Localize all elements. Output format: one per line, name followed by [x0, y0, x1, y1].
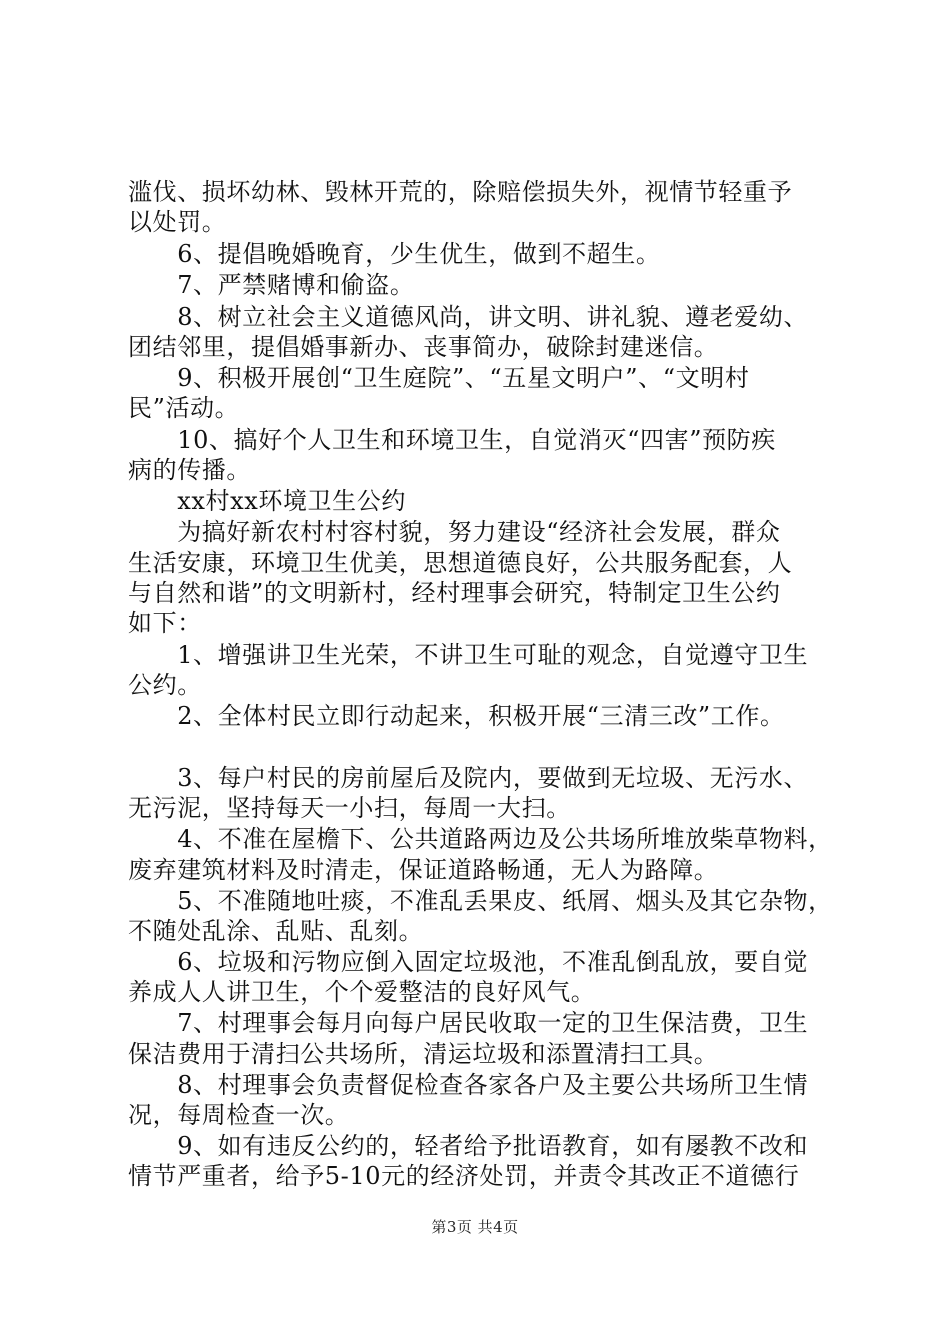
text-line: 6、垃圾和污物应倒入固定垃圾池，不准乱倒乱放，要自觉	[128, 948, 809, 976]
text-line: 5、不准随地吐痰，不准乱丢果皮、纸屑、烟头及其它杂物，	[128, 887, 833, 915]
text-line: 民”活动。	[128, 394, 240, 422]
text-line: 7、村理事会每月向每户居民收取一定的卫生保洁费，卫生	[128, 1009, 809, 1037]
text-line: 生活安康，环境卫生优美，思想道德良好，公共服务配套，人	[128, 549, 793, 577]
text-line: 6、提倡晚婚晚育，少生优生，做到不超生。	[128, 240, 661, 268]
text-line: 3、每户村民的房前屋后及院内，要做到无垃圾、无污水、	[128, 764, 809, 792]
text-line: 8、树立社会主义道德风尚，讲文明、讲礼貌、遵老爱幼、	[128, 303, 809, 331]
text-line: 况，每周检查一次。	[128, 1101, 350, 1129]
text-line: 1、增强讲卫生光荣，不讲卫生可耻的观念，自觉遵守卫生	[128, 641, 809, 669]
text-line: 与自然和谐”的文明新村，经村理事会研究，特制定卫生公约	[128, 579, 781, 607]
text-line: 2、全体村民立即行动起来，积极开展“三清三改”工作。	[128, 702, 785, 730]
text-line: 7、严禁赌博和偷盗。	[128, 271, 415, 299]
text-line: 以处罚。	[128, 208, 227, 236]
text-line: 养成人人讲卫生，个个爱整洁的良好风气。	[128, 978, 596, 1006]
text-line: 公约。	[128, 671, 202, 699]
page-footer: 第3页 共4页	[431, 1218, 519, 1236]
text-line: 保洁费用于清扫公共场所，清运垃圾和添置清扫工具。	[128, 1040, 719, 1068]
text-line: 如下：	[128, 609, 202, 637]
text-line: 废弃建筑材料及时清走，保证道路畅通，无人为路障。	[128, 856, 719, 884]
text-line: 10、搞好个人卫生和环境卫生，自觉消灭“四害”预防疾	[128, 426, 776, 454]
text-line: 9、如有违反公约的，轻者给予批语教育，如有屡教不改和	[128, 1132, 809, 1160]
text-line: 滥伐、损坏幼林、毁林开荒的，除赔偿损失外，视情节轻重予	[128, 178, 793, 206]
section-title: xx村xx环境卫生公约	[128, 487, 406, 515]
text-line: 不随处乱涂、乱贴、乱刻。	[128, 917, 424, 945]
text-line: 为搞好新农村村容村貌，努力建设“经济社会发展，群众	[128, 518, 781, 546]
text-line: 8、村理事会负责督促检查各家各户及主要公共场所卫生情	[128, 1071, 809, 1099]
text-line: 4、不准在屋檐下、公共道路两边及公共场所堆放柴草物料，	[128, 825, 833, 853]
text-line: 9、积极开展创“卫生庭院”、“五星文明户”、“文明村	[128, 364, 750, 392]
text-line: 团结邻里，提倡婚事新办、丧事简办，破除封建迷信。	[128, 333, 719, 361]
text-line: 无污泥，坚持每天一小扫，每周一大扫。	[128, 794, 571, 822]
text-line: 情节严重者，给予5-10元的经济处罚，并责令其改正不道德行	[128, 1162, 800, 1190]
text-line: 病的传播。	[128, 456, 251, 484]
